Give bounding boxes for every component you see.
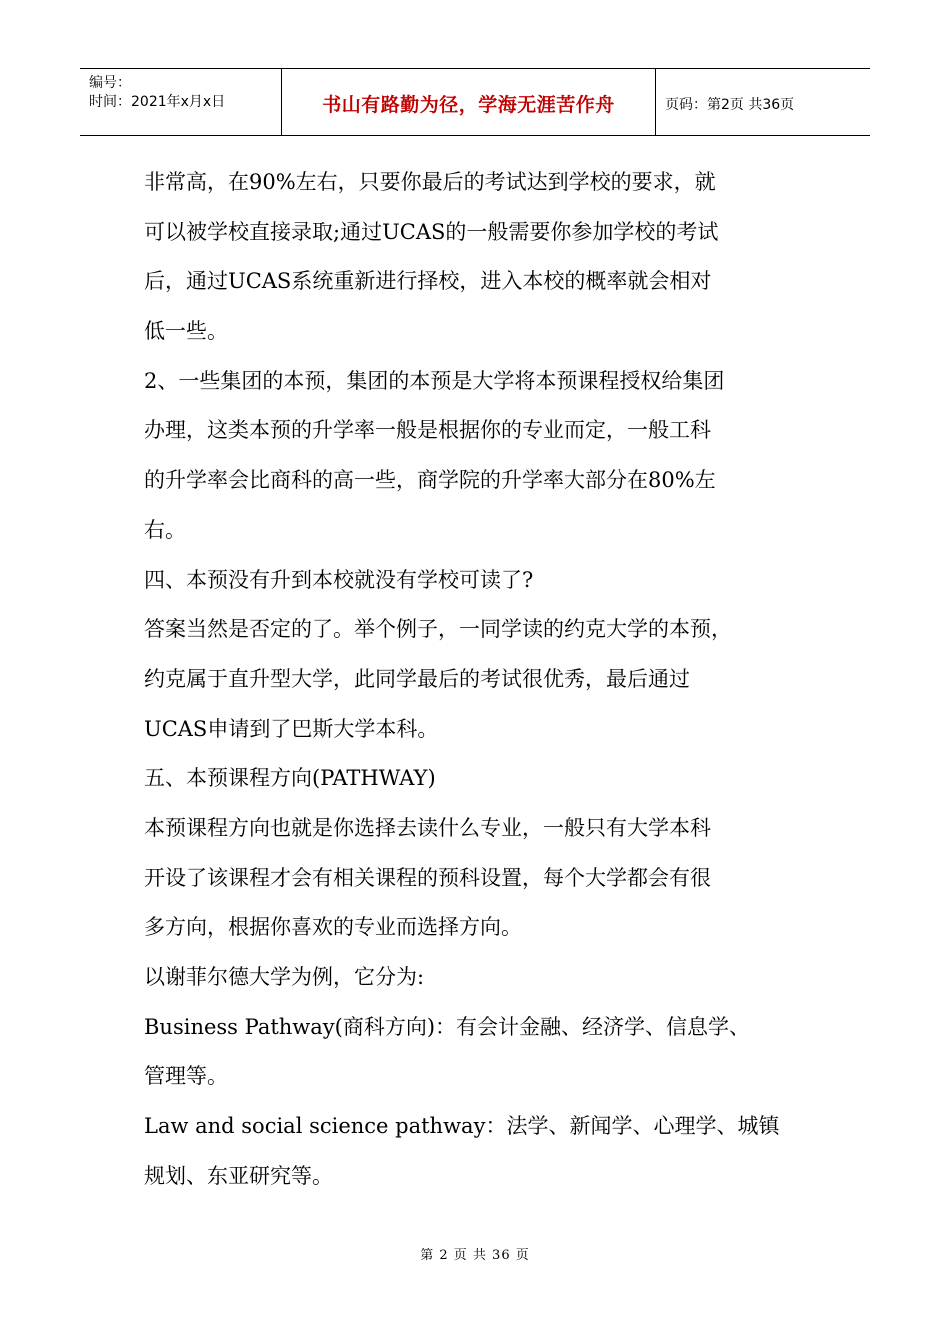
section-heading: 五、本预课程方向(PATHWAY) (144, 766, 436, 791)
body-line: 低一些。 (144, 319, 228, 344)
body-line: 可以被学校直接录取;通过UCAS的一般需要你参加学校的考试 (144, 219, 719, 244)
body-line: 的升学率会比商科的高一些，商学院的升学率大部分在80%左 (144, 468, 716, 493)
header-info-cell (80, 69, 282, 135)
body-line: 右。 (144, 517, 186, 542)
body-line: 以谢菲尔德大学为例，它分为: (144, 965, 425, 989)
document-number-label: 编号： (89, 75, 131, 91)
body-line: Business Pathway(商科方向)：有会计金融、经济学、信息学、 (144, 1014, 751, 1039)
body-line: Law and social science pathway：法学、新闻学、心理学、城镇 (144, 1114, 780, 1139)
header-motto: 书山有路勤为径，学海无涯苦作舟 (322, 94, 615, 116)
body-line: 开设了该课程才会有相关课程的预科设置，每个大学都会有很 (144, 865, 711, 890)
page-header (80, 68, 870, 136)
body-line: 本预课程方向也就是你选择去读什么专业，一般只有大学本科 (144, 815, 711, 840)
body-line: UCAS申请到了巴斯大学本科。 (144, 716, 439, 741)
body-line: 规划、东亚研究等。 (144, 1163, 333, 1188)
body-line: 答案当然是否定的了。举个例子，一同学读的约克大学的本预， (144, 617, 732, 642)
header-motto-cell (282, 69, 656, 135)
body-line: 后，通过UCAS系统重新进行择校，进入本校的概率就会相对 (144, 269, 712, 294)
header-page-cell (656, 69, 870, 135)
body-line: 2、一些集团的本预，集团的本预是大学将本预课程授权给集团 (144, 368, 725, 393)
section-heading: 四、本预没有升到本校就没有学校可读了? (144, 567, 534, 592)
page-footer: 第 2 页 共 36 页 (420, 1248, 530, 1263)
body-line: 管理等。 (144, 1064, 228, 1089)
body-line: 非常高，在90%左右，只要你最后的考试达到学校的要求，就 (144, 170, 716, 194)
header-page-code: 页码：第2页 共36页 (665, 97, 795, 113)
body-line: 多方向，根据你喜欢的专业而选择方向。 (144, 915, 522, 940)
body-line: 约克属于直升型大学，此同学最后的考试很优秀，最后通过 (144, 666, 690, 691)
document-body (144, 158, 809, 1201)
document-date: 时间：2021年x月x日 (89, 94, 226, 110)
body-line: 办理，这类本预的升学率一般是根据你的专业而定，一般工科 (144, 418, 711, 443)
